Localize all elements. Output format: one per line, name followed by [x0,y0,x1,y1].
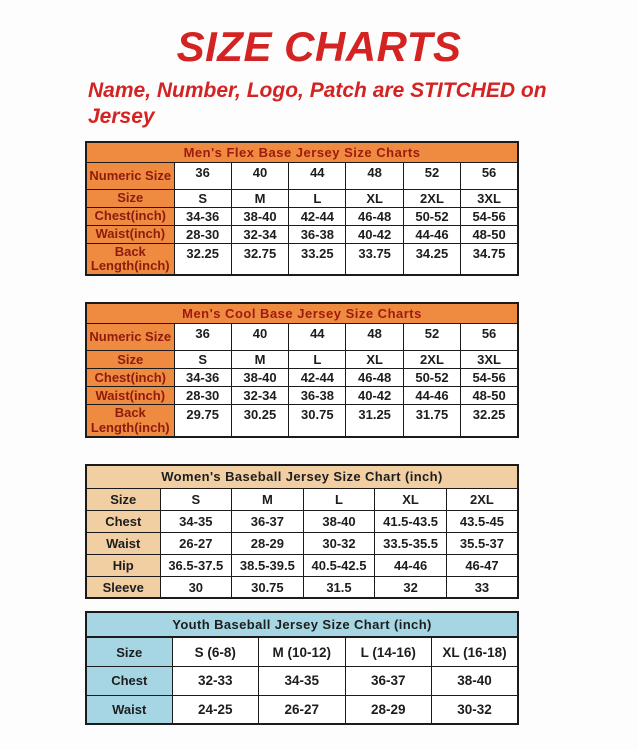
size-cell: 32-33 [172,666,259,695]
table-row [86,637,518,666]
row-label: Chest [86,666,172,695]
size-cell: 33.5-35.5 [375,532,447,554]
table-row [86,351,518,369]
size-cell: 40.5-42.5 [303,554,375,576]
row-label: Size [86,189,174,207]
row-label: Chest [86,510,160,532]
size-cell: M [231,189,288,207]
table-title-mens-cool-base: Men's Cool Base Jersey Size Charts [86,303,518,324]
table-row [86,488,518,510]
size-cell: S (6-8) [172,637,259,666]
size-cell: 24-25 [172,695,259,724]
table-row [86,695,518,724]
size-cell: 32.75 [231,243,288,275]
size-cell: 34-36 [174,207,231,225]
size-cell: 48-50 [461,387,518,405]
size-cell: 43.5-45 [446,510,518,532]
size-cell: 31.75 [403,405,460,437]
row-label: Waist [86,695,172,724]
size-cell: 31.25 [346,405,403,437]
size-cell: 28-29 [345,695,432,724]
size-cell: 33 [446,576,518,598]
size-cell: 40-42 [346,387,403,405]
size-table-mens-cool-base [85,302,519,438]
size-cell: 46-48 [346,207,403,225]
size-cell: 54-56 [461,369,518,387]
size-cell: 36.5-37.5 [160,554,232,576]
size-cell: 48-50 [461,225,518,243]
size-cell: 48 [346,162,403,189]
size-cell: 38-40 [303,510,375,532]
size-cell: 38-40 [231,369,288,387]
size-table-womens-baseball [85,464,519,600]
row-label: Sleeve [86,576,160,598]
size-cell: 44-46 [375,554,447,576]
size-cell: 36-37 [345,666,432,695]
size-cell: 38-40 [231,207,288,225]
row-label: Numeric Size [86,324,174,351]
table-row [86,207,518,225]
size-cell: 44-46 [403,225,460,243]
row-label: Waist(inch) [86,387,174,405]
size-cell: 33.75 [346,243,403,275]
size-cell: 30.75 [232,576,304,598]
row-label: Waist(inch) [86,225,174,243]
size-cell: 40 [231,162,288,189]
page-subtitle: Name, Number, Logo, Patch are STITCHED on Jersey [88,79,547,129]
size-cell: 30-32 [303,532,375,554]
size-cell: 26-27 [160,532,232,554]
table-row [86,324,518,351]
size-cell: 56 [461,324,518,351]
table-row [86,225,518,243]
row-label: Size [86,637,172,666]
size-cell: XL (16-18) [432,637,519,666]
size-cell: 30.25 [231,405,288,437]
size-cell: 50-52 [403,369,460,387]
table-title-youth-baseball: Youth Baseball Jersey Size Chart (inch) [86,612,518,637]
size-cell: XL [346,189,403,207]
size-cell: 32.25 [174,243,231,275]
table-row [86,243,518,275]
size-cell: 38-40 [432,666,519,695]
size-cell: 35.5-37 [446,532,518,554]
size-cell: 32.25 [461,405,518,437]
size-cell: 34-36 [174,369,231,387]
size-cell: 2XL [403,189,460,207]
size-cell: 34-35 [160,510,232,532]
size-cell: 44-46 [403,387,460,405]
size-cell: 30-32 [432,695,519,724]
size-cell: 31.5 [303,576,375,598]
size-cell: S [160,488,232,510]
size-cell: 42-44 [289,369,346,387]
size-cell: M (10-12) [259,637,346,666]
table-title-mens-flex-base: Men's Flex Base Jersey Size Charts [86,142,518,163]
page-title: SIZE CHARTS [176,23,462,70]
row-label: Numeric Size [86,162,174,189]
size-cell: 36-38 [289,225,346,243]
size-cell: 40 [231,324,288,351]
size-cell: 50-52 [403,207,460,225]
size-cell: 40-42 [346,225,403,243]
size-table-mens-flex-base [85,141,519,277]
size-cell: 48 [346,324,403,351]
row-label: Size [86,351,174,369]
size-cell: L [289,351,346,369]
row-label: Chest(inch) [86,207,174,225]
size-cell: S [174,189,231,207]
size-cell: 34-35 [259,666,346,695]
size-cell: 44 [289,162,346,189]
table-row [86,532,518,554]
size-cell: 42-44 [289,207,346,225]
size-cell: 3XL [461,351,518,369]
size-cell: L [303,488,375,510]
row-label: Back Length(inch) [86,405,174,437]
size-cell: 28-30 [174,387,231,405]
size-cell: 32 [375,576,447,598]
row-label: Chest(inch) [86,369,174,387]
row-label: Back Length(inch) [86,243,174,275]
size-cell: L [289,189,346,207]
row-label: Size [86,488,160,510]
size-cell: 2XL [403,351,460,369]
row-label: Hip [86,554,160,576]
table-row [86,510,518,532]
table-row [86,666,518,695]
size-cell: 36 [174,162,231,189]
size-cell: XL [346,351,403,369]
size-cell: 29.75 [174,405,231,437]
size-cell: 33.25 [289,243,346,275]
size-cell: 30 [160,576,232,598]
size-cell: 34.75 [461,243,518,275]
size-cell: 34.25 [403,243,460,275]
size-cell: 32-34 [231,387,288,405]
size-cell: M [231,351,288,369]
table-row [86,162,518,189]
table-row [86,189,518,207]
size-cell: XL [375,488,447,510]
size-cell: 36-38 [289,387,346,405]
size-cell: 44 [289,324,346,351]
size-table-youth-baseball [85,611,519,725]
size-cell: S [174,351,231,369]
size-cell: 38.5-39.5 [232,554,304,576]
size-cell: 36 [174,324,231,351]
size-cell: 2XL [446,488,518,510]
table-row [86,554,518,576]
size-cell: 52 [403,162,460,189]
size-cell: 26-27 [259,695,346,724]
tables-container [85,141,519,726]
size-cell: 52 [403,324,460,351]
size-cell: L (14-16) [345,637,432,666]
size-cell: 36-37 [232,510,304,532]
size-cell: M [232,488,304,510]
size-cell: 3XL [461,189,518,207]
table-row [86,576,518,598]
row-label: Waist [86,532,160,554]
size-cell: 56 [461,162,518,189]
size-cell: 28-29 [232,532,304,554]
table-row [86,387,518,405]
table-title-womens-baseball: Women's Baseball Jersey Size Chart (inch) [86,465,518,489]
size-cell: 54-56 [461,207,518,225]
table-row [86,369,518,387]
table-row [86,405,518,437]
size-cell: 28-30 [174,225,231,243]
size-cell: 46-48 [346,369,403,387]
size-cell: 41.5-43.5 [375,510,447,532]
size-cell: 30.75 [289,405,346,437]
size-cell: 32-34 [231,225,288,243]
size-cell: 46-47 [446,554,518,576]
